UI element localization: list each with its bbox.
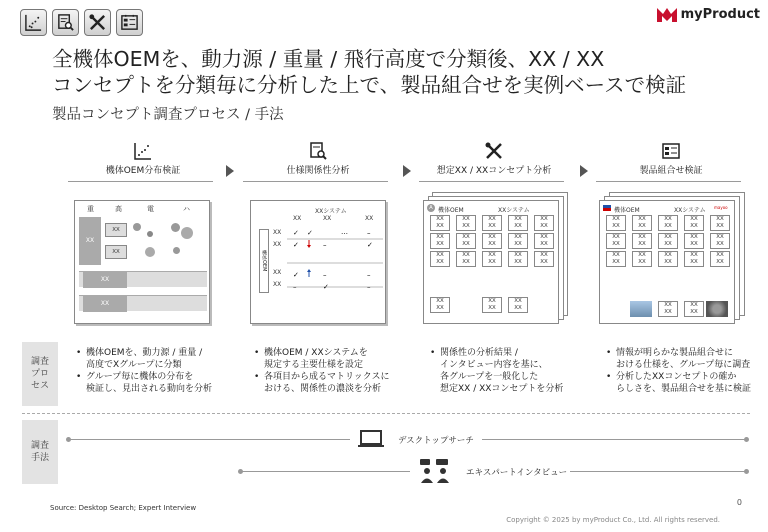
grid-cell: XX XX — [430, 233, 450, 249]
grid-cell: XX XX — [684, 251, 704, 267]
scatter-point — [145, 247, 155, 257]
grid-cell: XX XX — [456, 233, 476, 249]
panel-product-verification — [599, 200, 735, 324]
grid-cell: XX XX — [710, 233, 730, 249]
panel-oem-distribution — [74, 200, 210, 324]
grid-cell: XX XX — [658, 233, 678, 249]
grid-cell: XX XX — [508, 251, 528, 267]
step1-scatter-icon — [133, 141, 153, 161]
method-label-line: 手法 — [30, 453, 49, 463]
product-photo-engine — [706, 301, 728, 317]
grid-cell: XX — [105, 223, 127, 237]
grid-cell: XX XX — [430, 215, 450, 231]
method-desktop-search: デスクトップサーチ — [398, 436, 474, 446]
interview-line-right — [570, 471, 746, 472]
bullet-item: • 分析したXXコンセプトの確か らしさを、製品組合せを基に検証 — [606, 371, 751, 395]
grid-cell: XX XX — [632, 251, 652, 267]
step3-tools-icon — [484, 141, 504, 161]
grid-cell: XX XX — [658, 215, 678, 231]
grid-cell: XX XX — [684, 301, 704, 317]
step-underline-2 — [243, 181, 388, 182]
product-brand-label: mayoo — [714, 205, 728, 210]
svg-text:✓: ✓ — [293, 271, 299, 279]
grid-cell: XX XX — [684, 215, 704, 231]
tools-icon[interactable] — [84, 9, 111, 36]
svg-text:–: – — [367, 271, 371, 279]
grid-cell: XX XX — [482, 251, 502, 267]
grid-cell: XX XX — [658, 301, 678, 317]
grid-cell: XX XX — [508, 297, 528, 313]
matrix-row-label: XX — [273, 241, 282, 248]
document-search-icon[interactable] — [52, 9, 79, 36]
grid-cell: XX XX — [606, 251, 626, 267]
svg-text:–: – — [367, 283, 371, 291]
grid-cell: XX XX — [534, 251, 554, 267]
svg-text:✓: ✓ — [367, 241, 373, 249]
svg-text:–: – — [293, 283, 297, 291]
method-line-end — [744, 437, 749, 442]
step2-document-search-icon — [308, 141, 328, 161]
logo-text: myProduct — [680, 6, 760, 22]
scatter-point — [181, 227, 193, 239]
step-underline-4 — [596, 181, 741, 182]
matrix-title: XXシステム — [315, 208, 347, 215]
svg-text:✓: ✓ — [293, 229, 299, 237]
brand-logo — [657, 6, 760, 22]
row-label: XX — [83, 272, 127, 288]
step-arrow-3 — [580, 165, 588, 177]
grid-cell: XX XX — [632, 215, 652, 231]
grid-cell: XX XX — [430, 251, 450, 267]
section-divider — [22, 413, 750, 414]
page-title — [52, 46, 686, 98]
step-underline-3 — [419, 181, 564, 182]
bullet-item: • 各項目から成るマトリックスに おける、関係性の濃淡を分析 — [254, 371, 390, 395]
bullet-item: • 機体OEMを、動力源 / 重量 / 高度でXグループに分類 — [76, 347, 212, 371]
svg-text:–: – — [323, 241, 327, 249]
grid-cell: XX XX — [430, 297, 450, 313]
svg-text:✓: ✓ — [307, 229, 313, 237]
grid-cell: XX XX — [534, 233, 554, 249]
row-block-1: XX — [79, 217, 101, 265]
source-note: Source: Desktop Search; Expert Interview — [50, 504, 197, 512]
grid-cell: XX XX — [606, 233, 626, 249]
process-label — [22, 342, 58, 406]
interview-line-left — [242, 471, 410, 472]
product-sys-label: XXシステム — [674, 207, 706, 214]
step-label-4: 製品組合せ検証 — [639, 166, 703, 176]
grid-cell: XX XX — [684, 233, 704, 249]
matrix-col-header: XX — [293, 215, 302, 222]
svg-text:–: – — [367, 229, 371, 237]
row-block-3 — [79, 295, 207, 311]
process-bullets-3 — [430, 347, 563, 395]
title-line-1: 全機体OEMを、動力源 / 重量 / 飛行高度で分類後、XX / XX — [52, 47, 605, 71]
process-bullets-2 — [254, 347, 390, 395]
desktop-search-line-left — [70, 439, 350, 440]
desktop-search-line-right — [482, 439, 746, 440]
col-header-2: 高 — [115, 205, 122, 213]
grid-cell: XX XX — [456, 251, 476, 267]
page-subtitle: 製品コンセプト調査プロセス / 手法 — [52, 107, 284, 123]
process-bullets-4 — [606, 347, 751, 395]
grid-cell: XX — [105, 245, 127, 259]
scatter-point — [173, 247, 180, 254]
flag-icon — [603, 205, 611, 211]
matrix-side-label: 機体OEM — [259, 229, 269, 293]
step-label-3: 想定XX / XXコンセプト分析 — [436, 166, 552, 176]
scatter-point — [147, 231, 153, 237]
svg-text:✓: ✓ — [323, 283, 329, 291]
bullet-item: • 情報が明らかな製品組合せに おける仕様を、グループ毎に調査 — [606, 347, 751, 371]
step-underline-1 — [68, 181, 213, 182]
scatter-icon[interactable] — [20, 9, 47, 36]
grid-cell: XX XX — [606, 215, 626, 231]
catalog-icon[interactable] — [116, 9, 143, 36]
matrix-col-header: XX — [365, 215, 374, 222]
svg-text:–: – — [323, 271, 327, 279]
grid-cell: XX XX — [534, 215, 554, 231]
concept-sys-label: XXシステム — [498, 207, 530, 214]
grid-cell: XX XX — [482, 297, 502, 313]
product-photo-aircraft — [630, 301, 652, 317]
matrix-col-header: XX — [323, 215, 332, 222]
grid-cell: XX XX — [508, 233, 528, 249]
method-expert-interview: エキスパートインタビュー — [466, 468, 568, 478]
interview-icon — [418, 458, 452, 484]
step-arrow-2 — [403, 165, 411, 177]
grid-cell: XX XX — [482, 215, 502, 231]
matrix-row-label: XX — [273, 229, 282, 236]
process-label-line: プロ — [30, 369, 49, 379]
process-bullets-1 — [76, 347, 212, 395]
matrix-row-label: XX — [273, 281, 282, 288]
svg-text:✓: ✓ — [293, 241, 299, 249]
interview-line-end — [744, 469, 749, 474]
concept-badge: A — [427, 204, 435, 212]
top-toolbar — [20, 9, 143, 36]
panel-spec-matrix — [250, 200, 386, 324]
grid-cell: XX XX — [456, 215, 476, 231]
step-label-1: 機体OEM分布検証 — [105, 166, 181, 176]
process-label-line: セス — [30, 381, 49, 391]
page-number: 0 — [736, 498, 742, 507]
row-label: XX — [83, 296, 127, 312]
scatter-point — [133, 223, 141, 231]
title-line-2: コンセプトを分類毎に分析した上で、製品組合せを実例ベースで検証 — [52, 73, 687, 97]
panel-concept-analysis — [423, 200, 559, 324]
bullet-item: • グループ毎に機体の分布を 検証し、見出される動向を分析 — [76, 371, 212, 395]
method-label — [22, 420, 58, 484]
method-label-line: 調査 — [30, 441, 49, 451]
grid-cell: XX XX — [710, 251, 730, 267]
bullet-item: • 機体OEM / XXシステムを 規定する主要仕様を設定 — [254, 347, 390, 371]
product-oem-label: 機体OEM — [614, 207, 640, 214]
logo-mark-icon — [657, 6, 677, 22]
matrix-marks — [287, 225, 383, 299]
copyright: Copyright © 2025 by myProduct Co., Ltd. All rights reserved. — [506, 516, 720, 524]
col-header-3: 電 — [147, 205, 154, 213]
bullet-item: • 関係性の分析結果 / インタビュー内容を基に、 各グループを一般化した 想定XX / XXコンセプトを分析 — [430, 347, 563, 395]
step-arrow-1 — [226, 165, 234, 177]
grid-cell: XX XX — [482, 233, 502, 249]
row-block-2 — [79, 271, 207, 287]
grid-cell: XX XX — [658, 251, 678, 267]
grid-cell: XX XX — [710, 215, 730, 231]
col-header-1: 重 — [87, 205, 94, 213]
grid-cell: XX XX — [508, 215, 528, 231]
concept-oem-label: 機体OEM — [438, 207, 464, 214]
matrix-row-label: XX — [273, 269, 282, 276]
scatter-point — [171, 223, 180, 232]
grid-cell: XX XX — [632, 233, 652, 249]
svg-text:…: … — [341, 228, 348, 236]
laptop-icon — [357, 430, 385, 448]
col-header-4: ハ — [183, 205, 190, 213]
step-label-2: 仕様関係性分析 — [286, 166, 350, 176]
process-label-line: 調査 — [30, 357, 49, 367]
step4-catalog-icon — [661, 141, 681, 161]
